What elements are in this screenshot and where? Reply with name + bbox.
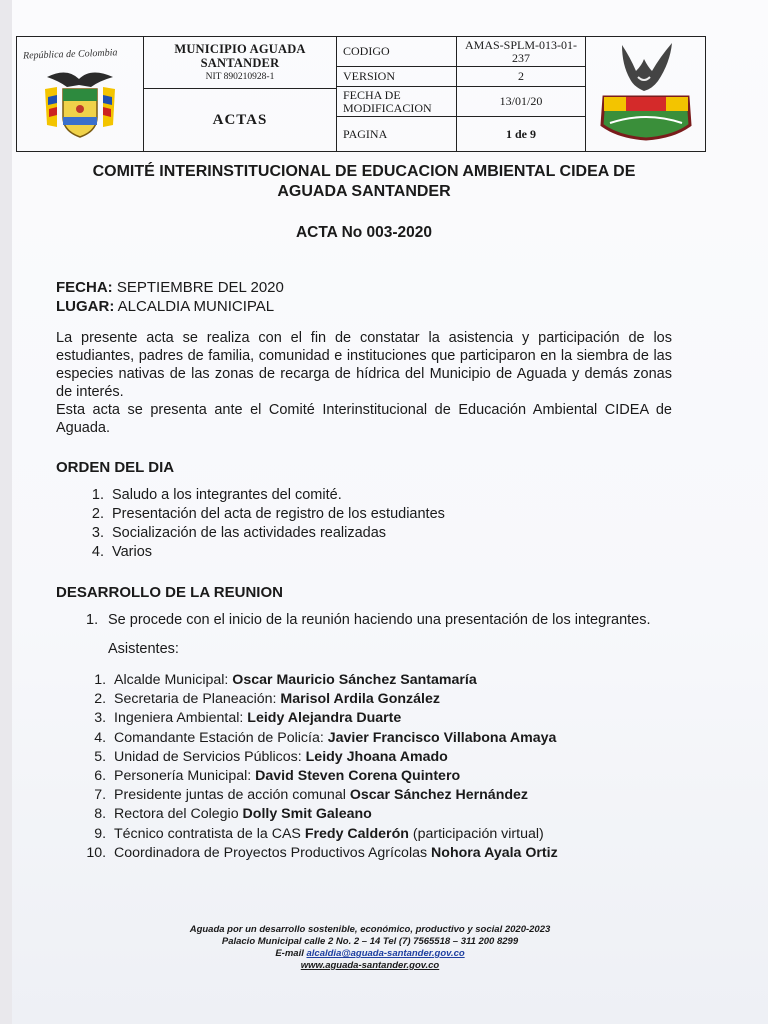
- attendee-name: David Steven Corena Quintero: [255, 768, 461, 785]
- fecha-label: FECHA:: [56, 279, 113, 296]
- lugar-label: LUGAR:: [56, 298, 115, 315]
- document-control-grid: [337, 37, 586, 151]
- document-header-table: [16, 36, 706, 152]
- orden-del-dia-heading: ORDEN DEL DIA: [56, 459, 175, 476]
- meeting-metadata: [56, 278, 672, 316]
- intro-paragraph: [56, 329, 672, 437]
- list-item: 3. Socialización de las actividades realizadas: [108, 524, 672, 543]
- municipality-cell: [144, 37, 337, 151]
- footer-email-prefix: E-mail: [275, 948, 307, 959]
- asistentes-list: [56, 671, 672, 863]
- attendee-name: Marisol Ardila González: [280, 691, 440, 708]
- attendee-extra: (participación virtual): [408, 825, 544, 842]
- lugar-value: ALCALDIA MUNICIPAL: [117, 298, 275, 315]
- version-label: VERSION: [337, 67, 457, 87]
- attendee-role: Técnico contratista de la CAS: [114, 825, 305, 842]
- intro-paragraph-1: La presente acta se realiza con el fin de constatar la asistencia y participación de los estudiantes, padres de familia, comunidad e instituciones que participaron en la siembra de las especies nativas de las zonas de recarga de hídrica del Municipio de Aguada y demás zonas de interés.: [56, 330, 672, 400]
- version-value: 2: [457, 67, 585, 87]
- attendee-role: Alcalde Municipal:: [114, 672, 233, 688]
- attendee-name: Fredy Calderón: [304, 825, 409, 842]
- list-item: [110, 671, 672, 690]
- colombia-coat-of-arms-icon: [17, 37, 143, 151]
- aguada-emblem-cell: [586, 37, 705, 151]
- document-title: COMITÉ INTERINSTITUCIONAL DE EDUCACION AMBIENTAL CIDEA DE AGUADA SANTANDER: [92, 163, 636, 200]
- attendee-role: Presidente juntas de acción comunal: [114, 787, 350, 804]
- list-item: [110, 748, 672, 767]
- lugar-line: [56, 297, 672, 316]
- fecha-modificacion-value: 13/01/20: [457, 87, 585, 117]
- list-item: [110, 729, 672, 748]
- pagina-value: 1 de 9: [506, 126, 536, 141]
- attendee-role: Unidad de Servicios Públicos:: [114, 748, 306, 765]
- list-item: [110, 825, 672, 844]
- attendee-role: Comandante Estación de Policía:: [114, 729, 328, 746]
- colombia-coat-of-arms-cell: [17, 37, 144, 151]
- attendee-name: Leidy Alejandra Duarte: [247, 710, 402, 727]
- document-type: ACTAS: [212, 111, 268, 128]
- intro-paragraph-2: Esta acta se presenta ante el Comité Interinstitucional de Educación Ambiental CIDEA de Aguada.: [56, 402, 672, 436]
- page-footer: [150, 924, 590, 972]
- footer-email-line: [150, 948, 590, 960]
- attendee-name: Oscar Sánchez Hernández: [349, 787, 529, 804]
- list-item: 1. Saludo a los integrantes del comité.: [108, 486, 672, 505]
- list-item: [110, 786, 672, 805]
- attendee-name: Javier Francisco Villabona Amaya: [327, 729, 557, 746]
- attendee-name: Nohora Ayala Ortiz: [431, 844, 558, 861]
- list-item: [110, 709, 672, 728]
- list-item: [110, 690, 672, 709]
- codigo-label: CODIGO: [337, 37, 457, 67]
- fecha-value: SEPTIEMBRE DEL 2020: [116, 279, 284, 296]
- attendee-role: Coordinadora de Proyectos Productivos Agrícolas: [114, 844, 432, 861]
- desarrollo-heading: DESARROLLO DE LA REUNION: [56, 584, 283, 601]
- document-body: [56, 152, 672, 863]
- attendee-name: Leidy Jhoana Amado: [305, 748, 448, 765]
- attendee-name: Oscar Mauricio Sánchez Santamaría: [232, 672, 477, 688]
- attendee-role: Rectora del Colegio: [114, 806, 243, 823]
- asistentes-label: Asistentes:: [108, 641, 179, 657]
- desarrollo-item: [56, 611, 672, 629]
- footer-address: Palacio Municipal calle 2 No. 2 – 14 Tel (7) 7565518 – 311 200 8299: [221, 936, 519, 947]
- country-script-text: República de Colombia: [22, 47, 118, 62]
- attendee-role: Secretaria de Planeación:: [114, 691, 281, 708]
- footer-slogan: Aguada por un desarrollo sostenible, económico, productivo y social 2020-2023: [189, 924, 551, 935]
- list-item: [110, 767, 672, 786]
- municipality-name: MUNICIPIO AGUADA SANTANDER: [174, 42, 306, 70]
- list-item: 2. Presentación del acta de registro de los estudiantes: [108, 505, 672, 524]
- footer-email-link[interactable]: alcaldia@aguada-santander.gov.co: [306, 948, 465, 959]
- pagina-label: PAGINA: [337, 117, 457, 151]
- desarrollo-number: 1.: [86, 612, 99, 628]
- footer-website-link[interactable]: www.aguada-santander.gov.co: [300, 960, 440, 971]
- list-item: [110, 844, 672, 863]
- fecha-modificacion-label: FECHA DE MODIFICACION: [337, 87, 457, 117]
- nit-number: NIT 890210928-1: [205, 72, 275, 82]
- attendee-role: Ingeniera Ambiental:: [114, 710, 248, 727]
- codigo-value: AMAS-SPLM-013-01-237: [457, 37, 585, 67]
- aguada-eagle-emblem-icon: [586, 37, 706, 151]
- list-item: [110, 805, 672, 824]
- desarrollo-text: Se procede con el inicio de la reunión haciendo una presentación de los integrantes.: [108, 612, 651, 628]
- list-item: 4. Varios: [108, 543, 672, 562]
- fecha-line: [56, 278, 672, 297]
- orden-del-dia-list: [56, 486, 672, 562]
- acta-number: ACTA No 003-2020: [295, 224, 433, 241]
- attendee-name: Dolly Smit Galeano: [242, 806, 372, 823]
- attendee-role: Personería Municipal:: [114, 768, 256, 785]
